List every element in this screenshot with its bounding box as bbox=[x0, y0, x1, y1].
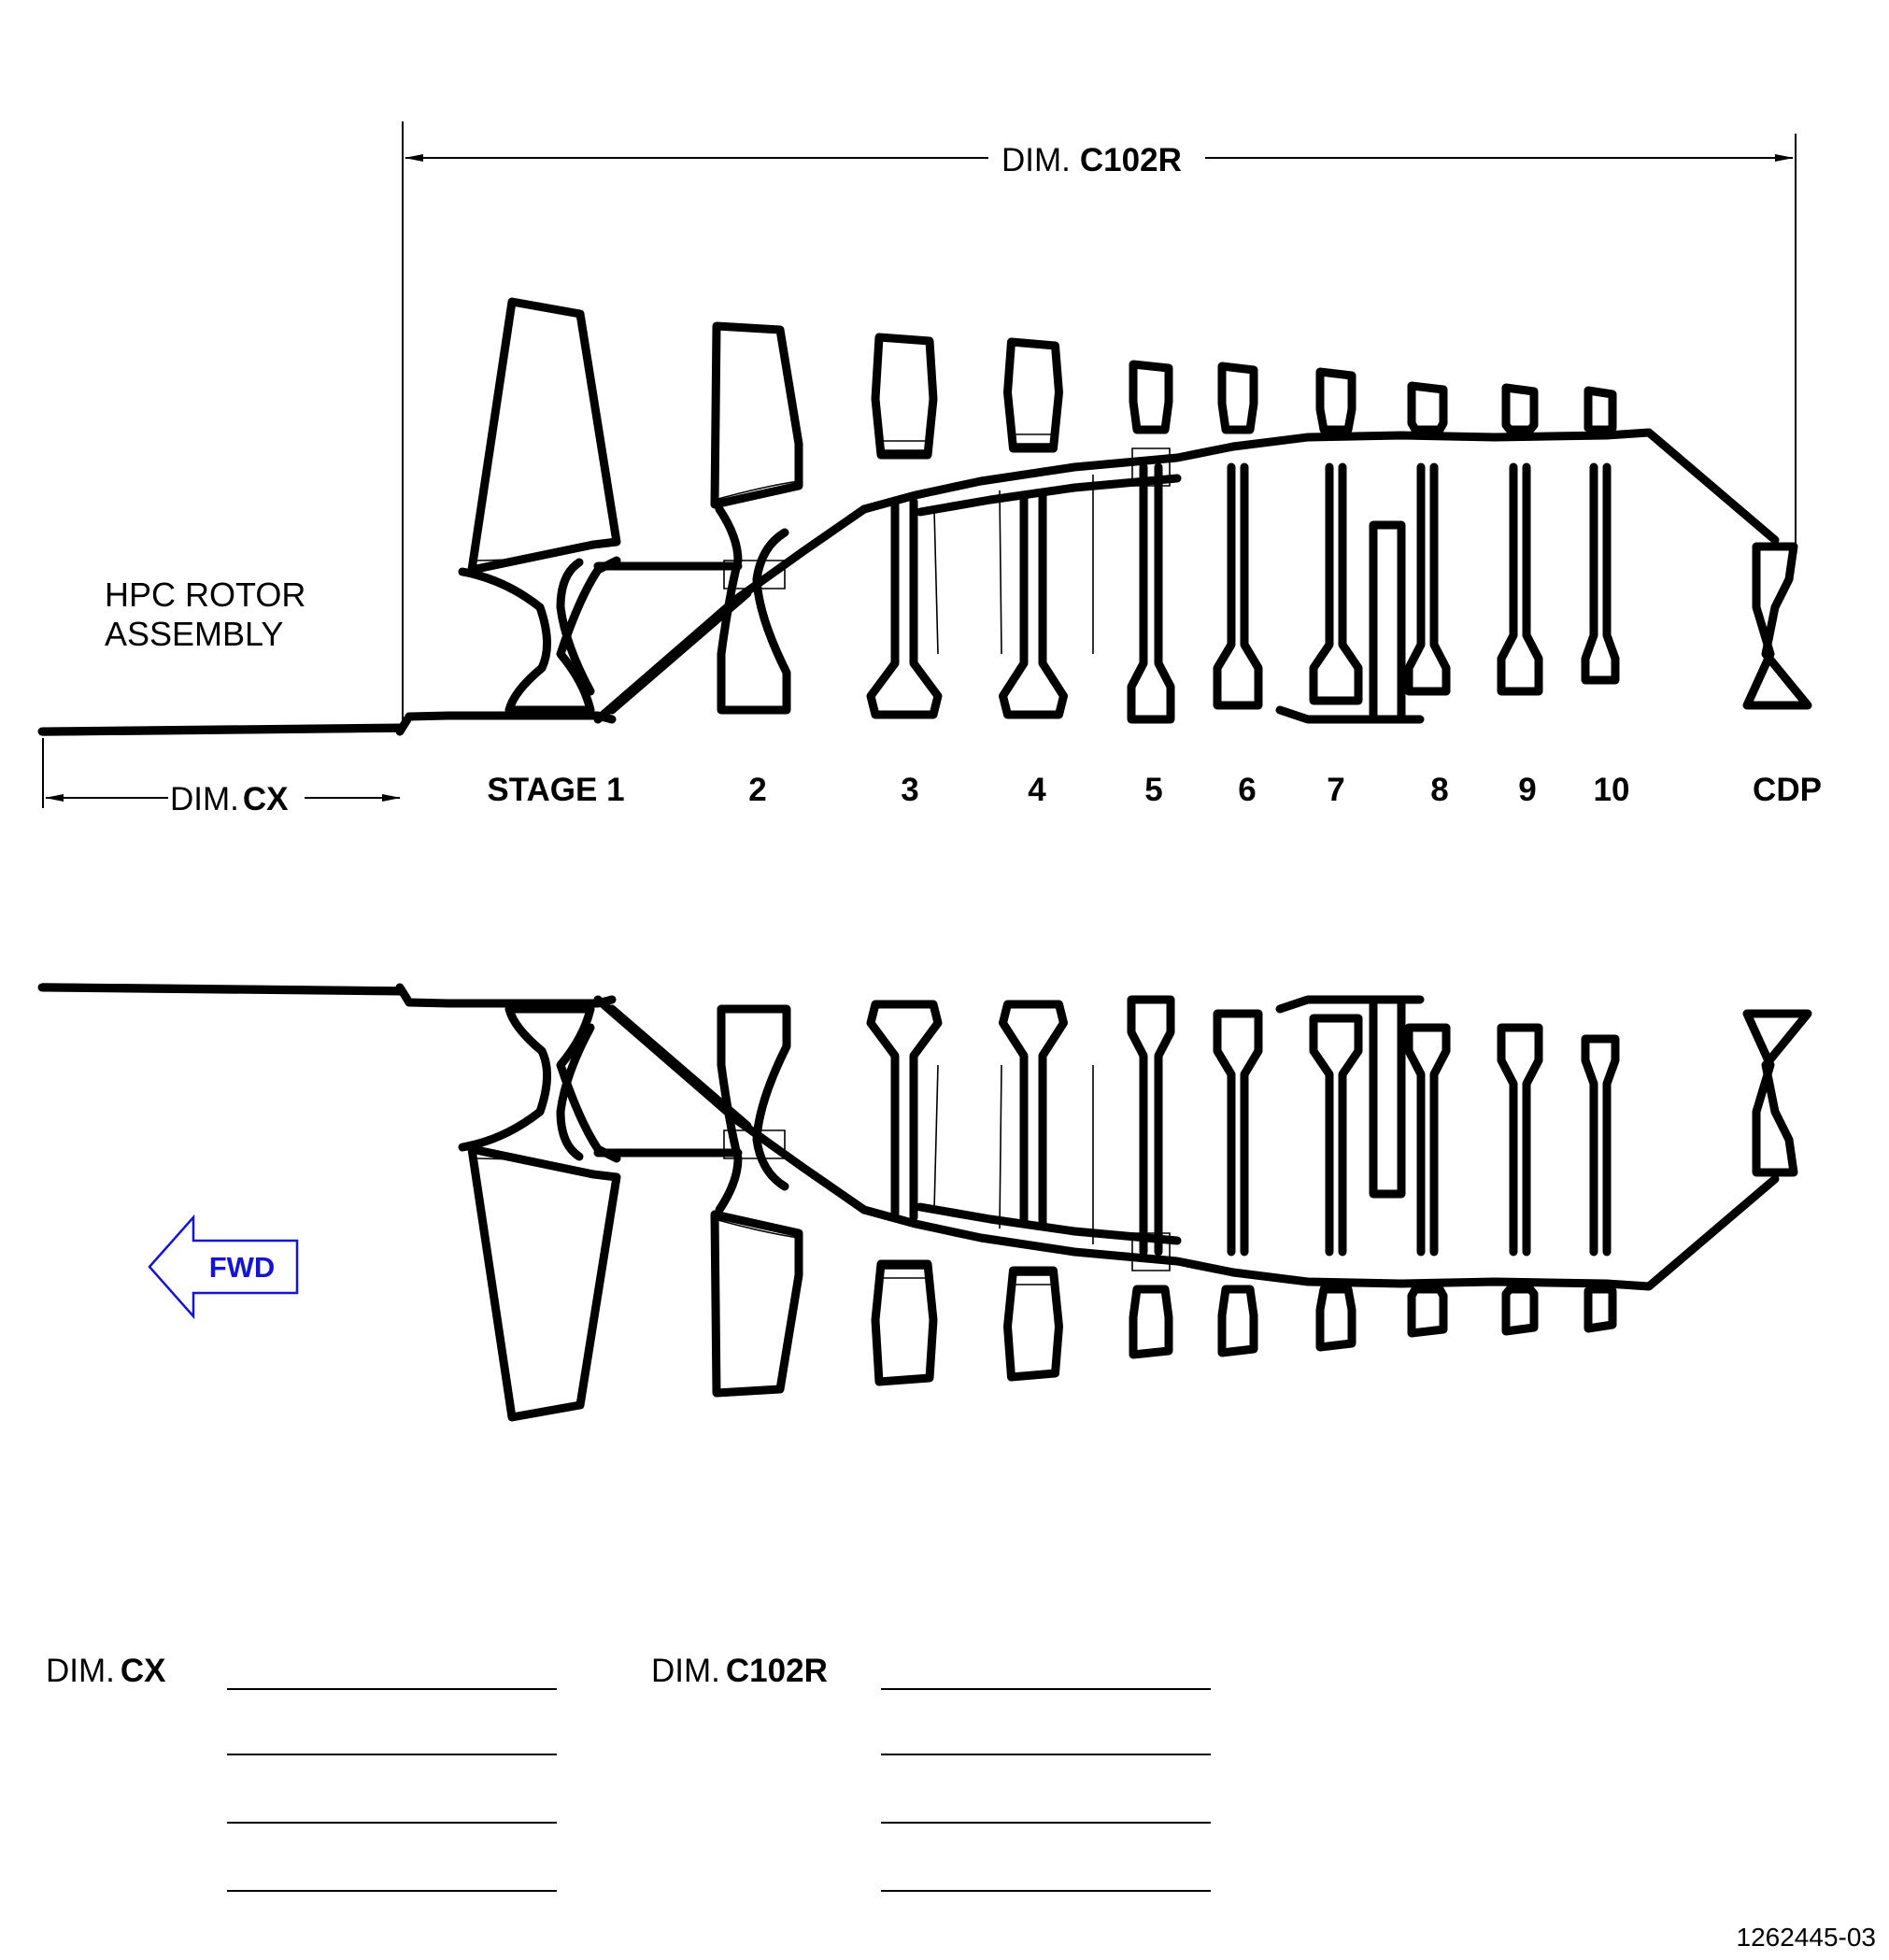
record-c102r-label: DIM. C102R bbox=[651, 1653, 828, 1689]
disk-stage-3 bbox=[871, 502, 938, 715]
dimension-cx-label: DIM. CX bbox=[170, 781, 289, 817]
stage-label: 3 bbox=[901, 772, 919, 808]
blade-stage-8 bbox=[1412, 386, 1443, 430]
assembly-title-line-1: HPC ROTOR bbox=[105, 575, 306, 614]
stage-label: 4 bbox=[1028, 772, 1046, 808]
blade-stage-5 bbox=[1133, 364, 1169, 430]
stage-labels bbox=[487, 772, 1822, 808]
stage-label: 6 bbox=[1238, 772, 1257, 808]
cone-forward-inner bbox=[612, 593, 747, 710]
forward-shaft bbox=[42, 728, 400, 731]
stage-label: 7 bbox=[1327, 772, 1345, 808]
disk-stage-9 bbox=[1501, 467, 1539, 691]
rotor-section-lower bbox=[42, 984, 1808, 1417]
rotor-section-upper bbox=[42, 302, 1808, 735]
dimension-cx bbox=[43, 738, 400, 817]
blade-stage-7 bbox=[1320, 372, 1352, 430]
stage-label: STAGE 1 bbox=[487, 772, 625, 808]
disk-stage-7 bbox=[1314, 467, 1358, 701]
stage-label: 5 bbox=[1144, 772, 1163, 808]
stage-7-8-tube bbox=[1373, 525, 1401, 719]
disk-stage-8 bbox=[1409, 467, 1446, 691]
blade-stage-4 bbox=[1008, 342, 1059, 448]
blade-stage-3 bbox=[875, 337, 933, 455]
disk-stage-1 bbox=[462, 561, 617, 710]
blade-stage-1 bbox=[472, 302, 617, 570]
disk-stage-5 bbox=[1131, 467, 1171, 719]
document-number: 1262445-03 bbox=[1736, 1923, 1876, 1952]
stage-label: 9 bbox=[1518, 772, 1537, 808]
fwd-label: FWD bbox=[208, 1251, 276, 1284]
drum-outer bbox=[864, 433, 1775, 540]
cdp-seal bbox=[1747, 547, 1808, 705]
disk-stage-6 bbox=[1217, 467, 1258, 705]
stage-label: 8 bbox=[1430, 772, 1449, 808]
stage-label: 2 bbox=[748, 772, 767, 808]
blade-stage-10 bbox=[1588, 391, 1612, 430]
blade-platform-line bbox=[1014, 434, 1054, 444]
dimension-c102r-label: DIM. C102R bbox=[1001, 142, 1182, 178]
record-cx-label: DIM. CX bbox=[46, 1653, 166, 1689]
blade-platform-line bbox=[881, 441, 928, 450]
record-table bbox=[46, 1653, 1211, 1891]
disk-stage-10 bbox=[1585, 467, 1615, 680]
blade-stage-2 bbox=[715, 326, 799, 504]
shaft-to-disk1 bbox=[400, 716, 612, 731]
blade-stage-6 bbox=[1222, 366, 1254, 430]
assembly-title-line-2: ASSEMBLY bbox=[105, 615, 284, 653]
fwd-arrow bbox=[149, 1217, 297, 1316]
blade-stage-9 bbox=[1506, 388, 1534, 430]
disk-stage-4 bbox=[1003, 495, 1064, 715]
stage-label: 10 bbox=[1593, 772, 1630, 808]
stage-label: CDP bbox=[1753, 772, 1822, 808]
